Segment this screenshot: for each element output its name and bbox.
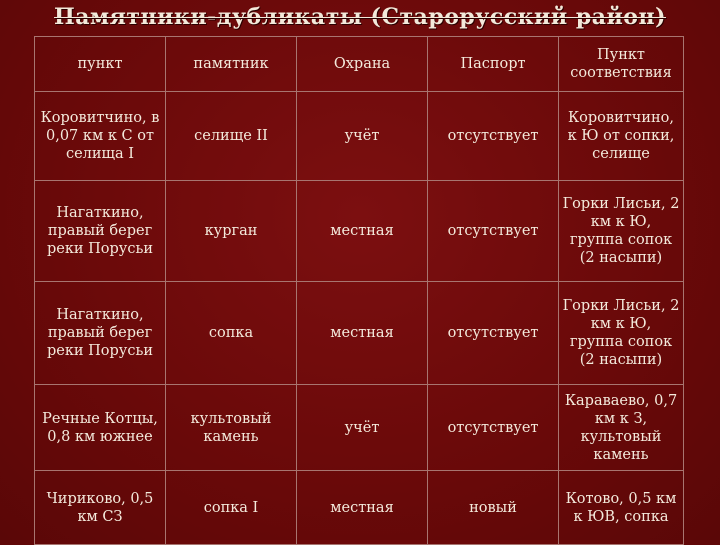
cell-protection: местная	[297, 181, 428, 282]
table-row	[35, 92, 684, 181]
cell-correspondence: Горки Лисьи, 2 км к Ю, группа сопок (2 насыпи)	[559, 282, 684, 385]
cell-passport: отсутствует	[428, 181, 559, 282]
cell-monument: сопка I	[166, 471, 297, 545]
cell-correspondence: Горки Лисьи, 2 км к Ю, группа сопок (2 насыпи)	[559, 181, 684, 282]
table-row	[35, 181, 684, 282]
cell-monument: курган	[166, 181, 297, 282]
table-row	[35, 385, 684, 471]
cell-passport: отсутствует	[428, 92, 559, 181]
table-row	[35, 471, 684, 545]
cell-correspondence: Котово, 0,5 км к ЮВ, сопка	[559, 471, 684, 545]
table-row	[35, 282, 684, 385]
cell-correspondence: Караваево, 0,7 км к З, культовый камень	[559, 385, 684, 471]
cell-protection: местная	[297, 471, 428, 545]
table-header-row	[35, 37, 684, 92]
cell-point: Чириково, 0,5 км СЗ	[35, 471, 166, 545]
cell-passport: отсутствует	[428, 282, 559, 385]
monuments-table	[34, 36, 684, 545]
cell-monument: селище II	[166, 92, 297, 181]
cell-point: Речные Котцы, 0,8 км южнее	[35, 385, 166, 471]
header-cell-point: пункт	[35, 37, 166, 92]
cell-protection: учёт	[297, 92, 428, 181]
cell-point: Нагаткино, правый берег реки Порусьи	[35, 181, 166, 282]
cell-protection: учёт	[297, 385, 428, 471]
cell-passport: новый	[428, 471, 559, 545]
cell-correspondence: Коровитчино, к Ю от сопки, селище	[559, 92, 684, 181]
cell-passport: отсутствует	[428, 385, 559, 471]
header-cell-correspondence: Пункт соответствия	[559, 37, 684, 92]
cell-protection: местная	[297, 282, 428, 385]
cell-monument: сопка	[166, 282, 297, 385]
page-title: Памятники-дубликаты (Старорусский район)	[54, 4, 666, 30]
header-cell-passport: Паспорт	[428, 37, 559, 92]
header-cell-protection: Охрана	[297, 37, 428, 92]
cell-point: Нагаткино, правый берег реки Порусьи	[35, 282, 166, 385]
cell-point: Коровитчино, в 0,07 км к С от селища I	[35, 92, 166, 181]
header-cell-monument: памятник	[166, 37, 297, 92]
cell-monument: культовый камень	[166, 385, 297, 471]
